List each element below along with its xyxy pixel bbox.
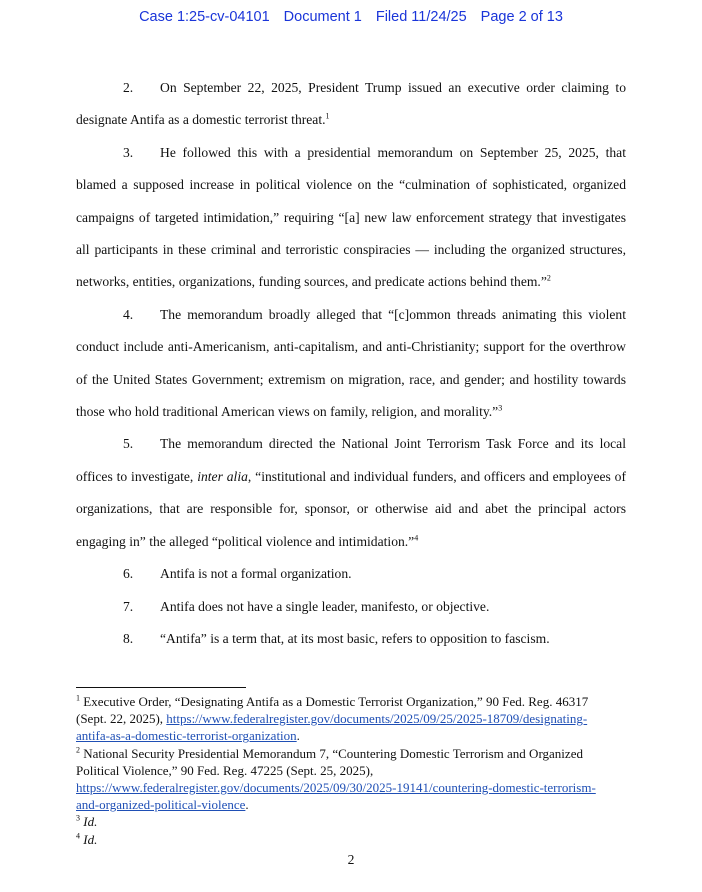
paragraph-number: 8. <box>123 630 134 646</box>
case-number: Case 1:25-cv-04101 <box>139 9 270 25</box>
footnotes <box>76 693 616 848</box>
paragraph-text: The memorandum broadly alleged that “[c]ommon threads animating this violent conduct include anti-Americanism, anti-capitalism, and anti-Christianity; support for the overthrow of the United States Government; extremism on migration, race, and gender; and hostility towards those who hold traditional American views on family, religion, and morality.” <box>76 306 626 420</box>
footnote-ref: 1 <box>325 111 330 121</box>
document-body <box>76 72 626 655</box>
footnote-ref: 3 <box>498 403 503 413</box>
document-number: Document 1 <box>283 9 362 25</box>
footnote-number: 3 <box>76 814 80 824</box>
paragraph-text: Antifa does not have a single leader, manifesto, or objective. <box>160 598 490 614</box>
paragraph-5 <box>76 428 626 558</box>
footnote-ref: 2 <box>546 273 551 283</box>
paragraph-number: 2. <box>123 80 134 95</box>
paragraph-4 <box>76 299 626 429</box>
paragraph-number: 5. <box>123 436 134 452</box>
footnote-4 <box>76 831 616 848</box>
footnote-text-end: . <box>296 728 300 744</box>
paragraph-text: On September 22, 2025, President Trump issued an executive order claiming to designate Antifa as a domestic terrorist threat. <box>76 80 626 128</box>
footnote-2 <box>76 745 616 814</box>
footnote-ref: 4 <box>414 533 419 543</box>
page-number: 2 <box>347 852 355 867</box>
paragraph-italic-text: inter alia <box>197 468 248 484</box>
paragraph-6 <box>76 558 626 590</box>
footnote-text: Executive Order, “Designating Antifa as a Domestic Terrorist Organization,” 90 Fed. Reg. 46317 (Sept. 22, 2025), <box>76 694 589 727</box>
paragraph-number: 3. <box>123 144 134 160</box>
paragraph-number: 6. <box>123 566 134 582</box>
footnote-3 <box>76 813 616 830</box>
paragraph-text: “Antifa” is a term that, at its most basic, refers to opposition to fascism. <box>160 630 550 646</box>
paragraph-2 <box>76 72 626 137</box>
footnote-number: 2 <box>76 745 80 755</box>
paragraph-number: 4. <box>123 306 134 322</box>
paragraph-text-after: , “institutional and individual funders, and officers and employees of organizations, that are responsible for, sponsor, or otherwise aid and abet the principal actors engaging in” the alleged “political violence and intimidation.” <box>76 468 626 549</box>
paragraph-text: He followed this with a presidential memorandum on September 25, 2025, that blamed a supposed increase in political violence on the “culmination of sophisticated, organized campaigns of targeted intimidation,” requiring “[a] new law enforcement strategy that investigates all participants in these criminal and terroristic conspiracies — including the organized structures, networks, entities, organizations, funding sources, and predicate actions behind them.” <box>76 144 626 290</box>
case-header <box>0 9 702 25</box>
page-of-total: Page 2 of 13 <box>480 9 563 25</box>
paragraph-text-before: The memorandum directed the National Joint Terrorism Task Force and its local offices to investigate, <box>76 436 626 484</box>
footnote-divider <box>76 687 246 688</box>
footnote-link[interactable]: https://www.federalregister.gov/documents/2025/09/25/2025-18709/designating-antifa-as-a-domestic-terrorist-organization <box>76 711 588 744</box>
footnote-id: Id. <box>83 831 98 847</box>
footnote-1 <box>76 693 616 745</box>
footnote-number: 1 <box>76 693 80 703</box>
footnote-text-end: . <box>245 797 249 813</box>
footnote-id: Id. <box>83 814 98 830</box>
paragraph-text: Antifa is not a formal organization. <box>160 566 352 582</box>
footnote-link[interactable]: https://www.federalregister.gov/documents/2025/09/30/2025-19141/countering-domestic-terrorism-and-organized-political-violence <box>76 780 596 813</box>
footnote-text: National Security Presidential Memorandum 7, “Countering Domestic Terrorism and Organized Political Violence,” 90 Fed. Reg. 47225 (Sept. 25, 2025), <box>76 745 583 778</box>
filed-date: Filed 11/24/25 <box>375 9 467 25</box>
paragraph-8 <box>76 623 626 655</box>
footnote-number: 4 <box>76 831 80 841</box>
paragraph-3 <box>76 137 626 299</box>
paragraph-7 <box>76 591 626 623</box>
paragraph-number: 7. <box>123 598 134 614</box>
